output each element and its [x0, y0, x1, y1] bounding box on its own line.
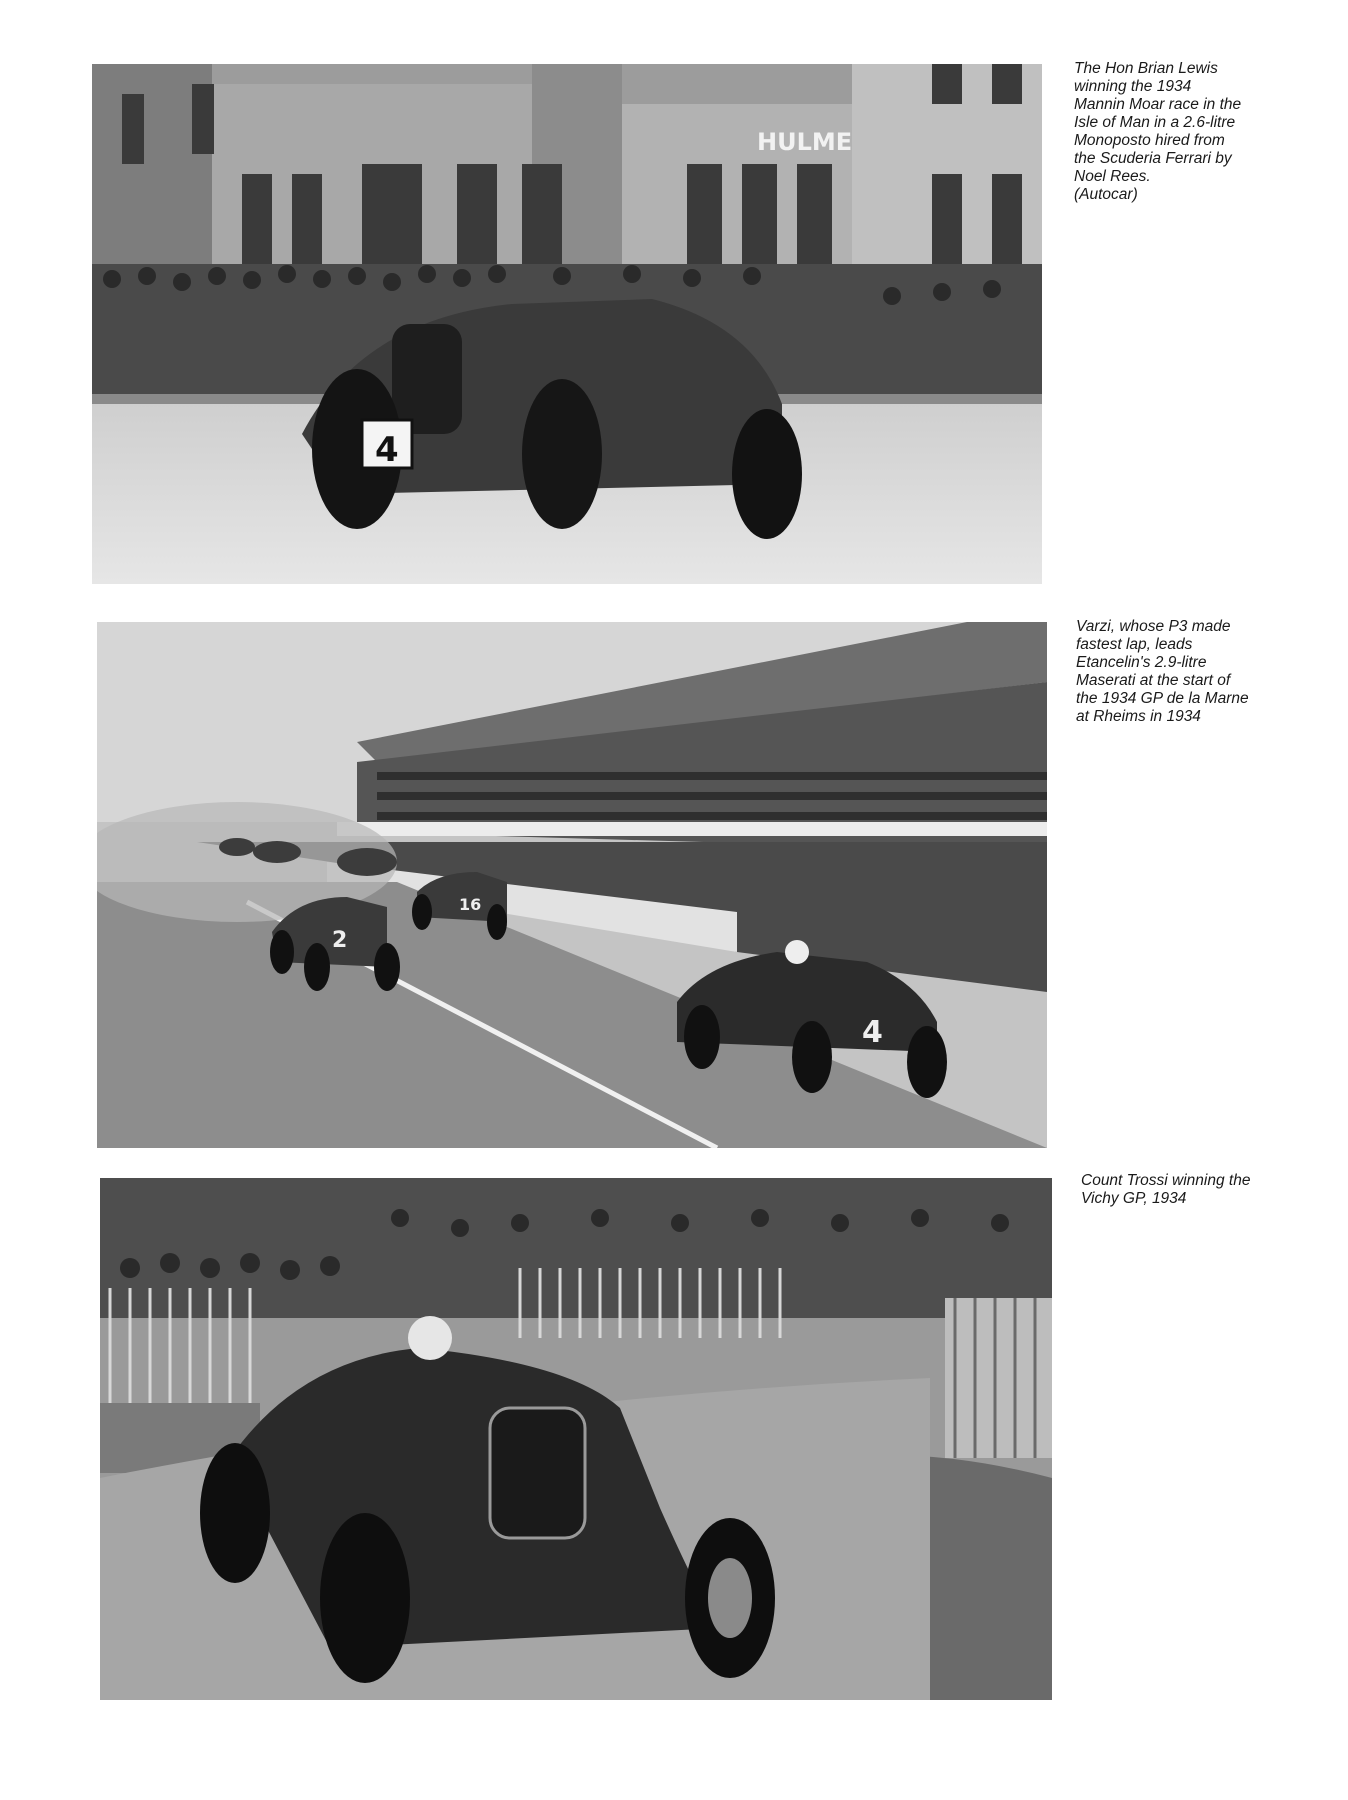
- photo-vichy-gp: [100, 1178, 1052, 1700]
- caption-line: The Hon Brian Lewis: [1074, 60, 1218, 77]
- caption-line: Etancelin's 2.9-litre: [1076, 654, 1207, 671]
- caption-line: the Scuderia Ferrari by: [1074, 150, 1232, 167]
- caption-line: the 1934 GP de la Marne: [1076, 690, 1249, 707]
- caption-line: Count Trossi winning the: [1081, 1172, 1251, 1189]
- caption-line: (Autocar): [1074, 186, 1138, 203]
- caption-line: Mannin Moar race in the: [1074, 96, 1242, 113]
- third-car-number: 16: [459, 895, 482, 914]
- caption-isle-of-man: [1074, 60, 1284, 204]
- caption-line: at Rheims in 1934: [1076, 708, 1201, 725]
- car-number: 4: [375, 430, 399, 470]
- caption-line: Isle of Man in a 2.6-litre: [1074, 114, 1236, 131]
- caption-rheims: [1076, 618, 1286, 726]
- hotel-sign: HULME: [757, 128, 853, 156]
- caption-line: winning the 1934: [1074, 78, 1192, 95]
- caption-vichy: [1081, 1172, 1291, 1208]
- caption-line: fastest lap, leads: [1076, 636, 1193, 653]
- second-car-number: 2: [332, 928, 348, 953]
- photo-rheims-start: [97, 622, 1047, 1148]
- photo-isle-of-man-race: [92, 64, 1042, 584]
- caption-line: Monoposto hired from: [1074, 132, 1225, 149]
- caption-line: Varzi, whose P3 made: [1076, 618, 1231, 635]
- caption-line: Noel Rees.: [1074, 168, 1151, 185]
- caption-line: Vichy GP, 1934: [1081, 1190, 1187, 1207]
- lead-car-number: 4: [862, 1015, 883, 1050]
- caption-line: Maserati at the start of: [1076, 672, 1231, 689]
